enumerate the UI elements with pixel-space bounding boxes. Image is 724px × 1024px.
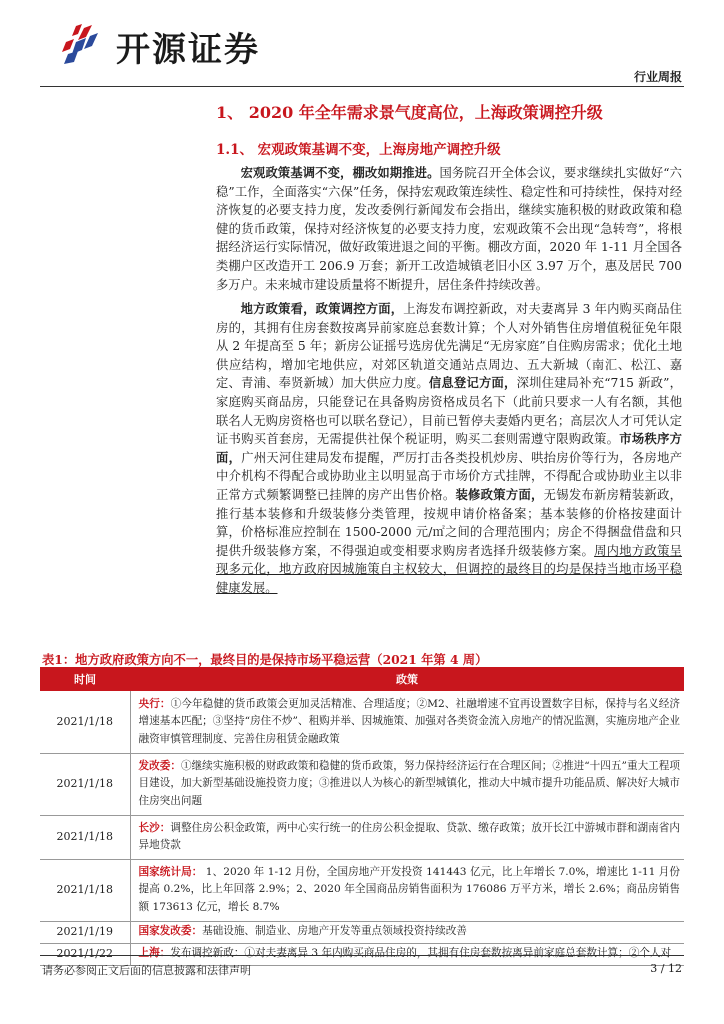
paragraph-text: 无锡发布新房精装新政，推行基本装修和升级装修分类管理，按规申请价格备案；基本装修的价格按建面计算，价格标准应控制在 1500-2000 元/㎡之间的合理范围内；房企不得捆盘借盘和只提供升级装修方案，不得强迫或变相要求购房者选择升级装修方案。 [216,487,682,558]
paragraph-text: 广州天河住建局发布提醒，严厉打击各类投机炒房、哄抬房价等行为，各房地产中介机构不得配合或协助业主以明显高于市场价方式挂牌，不得配合或协助业主以非正常方式频繁调整已挂牌的房产出售价格。 [216,450,682,502]
footer-divider [40,955,684,956]
row-policy [130,815,684,859]
page-header [0,0,724,90]
paragraph-text: 上海发布调控新政，对夫妻离异 3 年内购买商品住房的，其拥有住房套数按离异前家庭总套数计算；个人对外销售住房增值税征免年限从 2 年提高至 5 年；新房公证摇号选房优先满足“无房家庭”自住购房需求；优化土地供应结构，增加宅地供应，对郊区轨道交通站点周边、五大新城（南汇、松江、嘉定、青浦、奉贤新城）加大供应力度。 [216,302,682,391]
row-policy [130,691,684,753]
paragraph-lead: 市场秩序方面， [216,431,682,465]
row-date: 2021/1/22 [40,943,130,965]
policy-table [40,669,684,966]
subsection-heading: 1.1、 宏观政策基调不变，上海房地产调控升级 [216,142,501,158]
table-row [40,859,684,921]
paragraph-lead: 宏观政策基调不变，棚改如期推进。 [240,165,440,180]
kaiyuan-logo-icon [62,22,110,64]
page-number: 3 / 12 [650,962,682,975]
paragraph-macro-policy [216,164,682,294]
table-row [40,753,684,815]
policy-source: 长沙： [138,821,171,834]
table-title: 表1：地方政府政策方向不一，最终目的是保持市场平稳运营（2021 年第 4 周） [42,652,488,667]
policy-source: 国家统计局： [138,865,203,878]
paragraph-lead: 装修政策方面， [455,486,544,502]
table-row [40,691,684,753]
section-heading: 1、 2020 年全年需求景气度高位，上海政策调控升级 [216,103,603,122]
row-date: 2021/1/18 [40,691,130,753]
policy-source: 央行： [138,697,171,710]
row-policy [130,753,684,815]
policy-text: 1、2020 年 1-12 月份，全国房地产开发投资 141443 亿元，比上年增长 7.0%，增速比 1-11 月份提高 0.2%，比上年回落 2.9%；2、2020 年全国商品房销售面积为 176086 万平方米，增长 2.6%；商品房销售额 173613 亿元，增长 8.7% [138,865,680,913]
policy-text: 调整住房公积金政策，两中心实行统一的住房公积金提取、贷款、缴存政策；放开长江中游城市群和湖南省内异地贷款 [138,821,681,851]
paragraph-text: 深圳住建局补充“715 新政”，家庭购买商品房，只能登记在具备购房资格成员名下（此前只要求一人有名额，其他联名人无购房资格也可以联名登记），目前已暂停夫妻婚内更名；高层次人才可凭认定证书购买首套房，无需提供社保个税证明，购买二套则需遵守限购政策。 [216,376,682,447]
policy-text: ①继续实施积极的财政政策和稳健的货币政策，努力保持经济运行在合理区间；②推进“十四五”重大工程项目建设，加大新型基础设施投资力度；③推进以人为核心的新型城镇化，推动大中城市提升功能品质、解决好大城市住房突出问题 [138,759,681,807]
table-row [40,815,684,859]
paragraph-lead: 地方政策看，政策调控方面， [240,301,404,316]
row-date: 2021/1/18 [40,815,130,859]
document-type: 行业周报 [633,70,682,84]
paragraph-body: 国务院召开全体会议，要求继续扎实做好“六稳”工作，全面落实“六保”任务，保持宏观政策连续性、稳定性和可持续性，保持对经济恢复的必要支持力度，发改委例行新闻发布会指出，继续实施积极的财政政策和稳健的货币政策，保持对经济恢复的必要支持力度，宏观政策不会出现“急转弯”，将根据经济运行实际情况，做好政策进退之间的平衡。棚改方面，2020 年 1-11 月全国各类棚户区改造开工 206.9 万套；新开工改造城镇老旧小区 3.97 万个，惠及居民 700 多万户。未来城市建设质量将不断提升，居住条件持续改善。 [216,166,682,292]
row-date: 2021/1/19 [40,921,130,943]
column-header-policy: 政策 [130,669,684,691]
policy-source: 国家发改委： [138,925,203,938]
paragraph-lead: 信息登记方面， [428,375,517,391]
brand-name: 开源证券 [116,30,260,70]
policy-source: 发改委： [138,759,181,772]
row-policy [130,921,684,943]
header-divider [40,86,684,87]
row-policy [130,859,684,921]
policy-source: 上海： [138,947,171,960]
column-header-date: 时间 [40,669,130,691]
policy-text: ①今年稳健的货币政策会更加灵活精准、合理适度；②M2、社融增速不宜再设置数字目标，保持与名义经济增速基本匹配；③坚持“房住不炒”、租购并举、因城施策、加强对各类资金流入房地产的情况监测，实施房地产企业融资审慎管理制度、完善住房租赁金融政策 [138,697,680,745]
row-date: 2021/1/18 [40,753,130,815]
policy-text: 发布调控新政：①对夫妻离异 3 年内购买商品住房的，其拥有住房套数按离异前家庭总套数计算；②个人对 [170,947,672,960]
policy-text: 基础设施、制造业、房地产开发等重点领域投资持续改善 [202,925,467,938]
paragraph-conclusion: 周内地方政策呈现多元化，地方政府因城施策自主权较大，但调控的最终目的均是保持当地市场平稳健康发展。 [216,543,682,595]
table-header-row [40,669,684,691]
footer-disclaimer: 请务必参阅正文后面的信息披露和法律声明 [42,964,251,977]
table-row [40,921,684,943]
paragraph-local-policy [216,300,682,598]
row-date: 2021/1/18 [40,859,130,921]
